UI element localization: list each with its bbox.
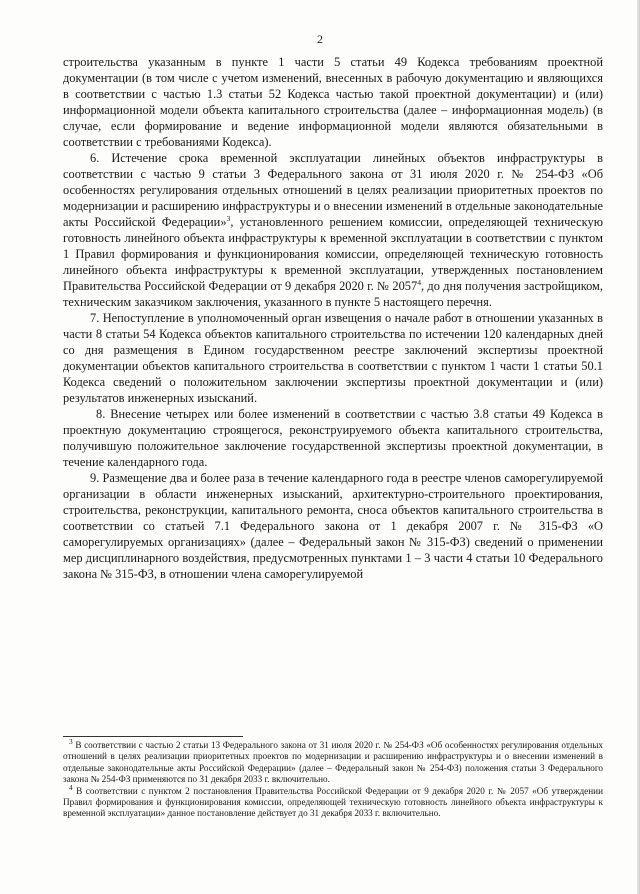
footnotes xyxy=(63,736,604,820)
footnote-ref-3: 3 xyxy=(226,213,231,223)
footnote-4 xyxy=(63,782,604,820)
paragraph-item-6-text-before: 6. Истечение срока временной эксплуатации линейных объектов инфраструктуры в соответствии с частью 9 статьи 3 Федерального закона от 31 июля 2020 г. № 254-ФЗ «Об особенностях регулирования отдельных отношений в целях реализации приоритетных проектов по модернизации и расширению инфраструктуры и о внесении изменений в отдельные законодательные акты Российской Федерации» xyxy=(63,151,603,229)
footnote-3-text: В соответствии с частью 2 статьи 13 Федерального закона от 31 июля 2020 г. № 254-ФЗ «Об особенностях регулирования отдельных отношений в целях реализации приоритетных проектов по модернизации и расширению инфраструктуры и о внесении изменений в отдельные законодательные акты Российской Федерации» (далее – Федеральный закон № 254-ФЗ) положения статьи 3 Федерального закона № 254-ФЗ применяются по 31 декабря 2033 г. включительно. xyxy=(63,740,603,785)
footnote-3 xyxy=(63,736,603,786)
document-body xyxy=(63,54,603,582)
footnote-4-mark: 4 xyxy=(69,782,73,792)
paragraph-item-6-text-after: , до дня получения застройщиком, техническим заказчиком заключения, указанного в пункте 5 настоящего перечня. xyxy=(63,279,603,309)
paragraph-item-8: 8. Внесение четырех или более изменений в соответствии с частью 3.8 статьи 49 Кодекса в проектную документацию строящегося, реконструируемого объекта капитального строительства, получившую положительное заключение государственной экспертизы проектной документации, в течение календарного года. xyxy=(63,407,603,469)
paragraph-continuation: строительства указанным в пункте 1 части 5 статьи 49 Кодекса требованиям проектной документации (в том числе с учетом изменений, внесенных в рабочую документацию и являющихся в соответствии с частью 1.3 статьи 52 Кодекса частью такой проектной документации) и (или) информационной модели объекта капитального строительства (далее – информационная модель) (в случае, если формирование и ведение информационной модели являются обязательными в соответствии с требованиями Кодекса). xyxy=(63,55,603,149)
footnote-4-text: В соответствии с пунктом 2 постановления Правительства Российской Федерации от 9 декабря 2020 г. № 2057 «Об утверждении Правил формирования и функционирования комиссии, определяющей техническую готовность линейного объекта инфраструктуры к временной эксплуатации» данное постановление действует до 31 декабря 2033 г. включительно. xyxy=(63,785,604,819)
footnote-divider xyxy=(63,736,243,737)
paragraph-item-7: 7. Непоступление в уполномоченный орган извещения о начале работ в отношении указанных в части 8 статьи 54 Кодекса объектов капитального строительства по истечении 120 календарных дней со дня размещения в Едином государственном реестре заключений экспертизы проектной документации объектов капитального строительства в соответствии с пунктом 1 части 1 статьи 50.1 Кодекса сведений о положительном заключении экспертизы проектной документации и (или) результатов инженерных изысканий. xyxy=(63,311,603,405)
page-number: 2 xyxy=(317,32,323,46)
footnote-3-mark: 3 xyxy=(69,736,73,746)
footnote-ref-4: 4 xyxy=(417,277,422,287)
paragraph-item-9: 9. Размещение два и более раза в течение календарного года в реестре членов саморегулируемой организации в области инженерных изысканий, архитектурно-строительного проектирования, строительства, реконструкции, капитального ремонта, сноса объектов капитального строительства в соответствии со статьей 7.1 Федерального закона от 1 декабря 2007 г. № 315-ФЗ «О саморегулируемых организациях» (далее – Федеральный закон № 315-ФЗ) сведений о применении мер дисциплинарного воздействия, предусмотренных пунктами 1 – 3 части 4 статьи 10 Федерального закона № 315-ФЗ, в отношении члена саморегулируемой xyxy=(63,471,603,581)
paragraph-item-6 xyxy=(63,150,603,310)
paragraph-item-6-text-middle: , установленного решением комиссии, определяющей техническую готовность линейного объекта инфраструктуры к временной эксплуатации в соответствии с пунктом 1 Правил формирования и функционирования комиссии, определяющей техническую готовность линейного объекта инфраструктуры к временной эксплуатации, утвержденных постановлением Правительства Российской Федерации от 9 декабря 2020 г. № 2057 xyxy=(63,215,603,293)
